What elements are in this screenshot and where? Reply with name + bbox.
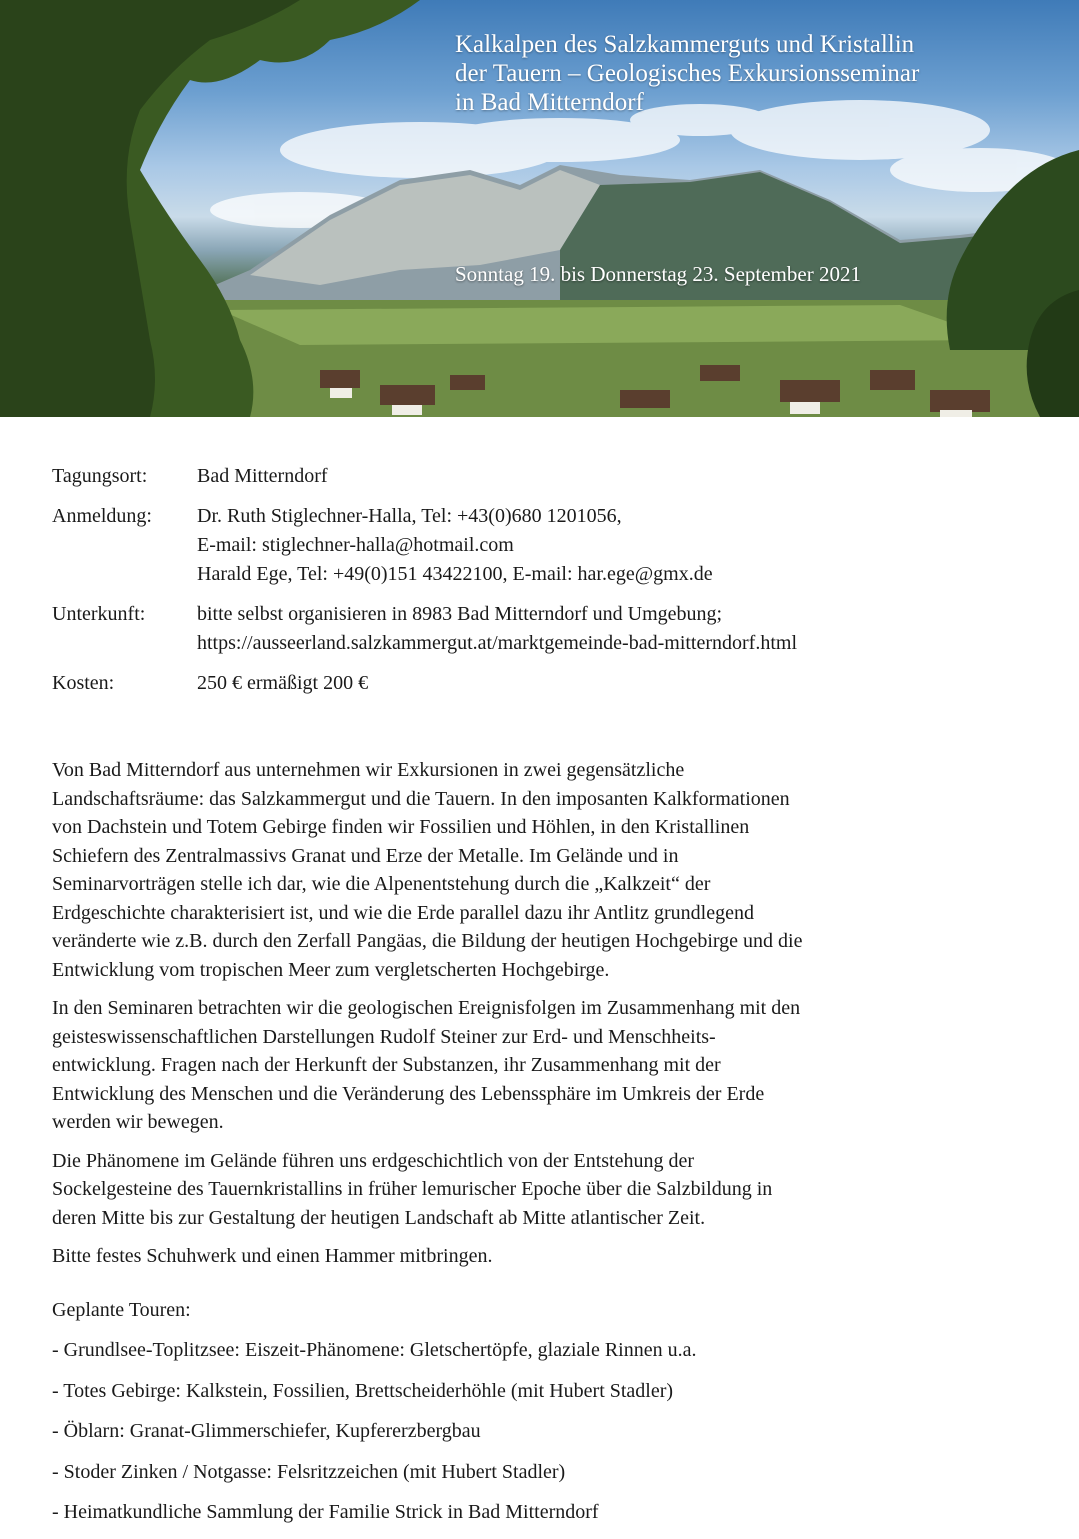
title-line: der Tauern – Geologisches Exkursionsseminar bbox=[455, 60, 920, 87]
text-line: Seminarvorträgen stelle ich dar, wie die Alpenentstehung durch die „Kalkzeit“ der bbox=[52, 873, 711, 895]
paragraph bbox=[52, 994, 1012, 1137]
info-label: Kosten: bbox=[52, 672, 115, 694]
page-title bbox=[455, 30, 1065, 117]
text-line: geisteswissenschaftlichen Darstellungen Rudolf Steiner zur Erd- und Menschheits- bbox=[52, 1025, 716, 1048]
tour-list-heading: Geplante Touren: bbox=[52, 1299, 191, 1321]
text-line: Die Phänomene im Gelände führen uns erdgeschichtlich von der Entstehung der bbox=[52, 1149, 695, 1172]
header-photo bbox=[0, 0, 1079, 417]
title-line: in Bad Mitterndorf bbox=[455, 89, 644, 116]
tour-item: - Heimatkundliche Sammlung der Familie Strick in Bad Mitterndorf bbox=[52, 1501, 599, 1523]
text-line: von Dachstein und Totem Gebirge finden wir Fossilien und Höhlen, in den Kristallinen bbox=[52, 816, 750, 838]
text-line: werden wir bewegen. bbox=[52, 1111, 224, 1133]
email-link[interactable]: E-mail: stiglechner-halla@hotmail.com bbox=[197, 534, 514, 556]
website-link[interactable]: https://ausseerland.salzkammergut.at/marktgemeinde-bad-mitterndorf.html bbox=[197, 632, 798, 654]
info-value: Dr. Ruth Stiglechner-Halla, Tel: +43(0)680 1201056, bbox=[197, 505, 622, 527]
text-line: Erdgeschichte charakterisiert ist, und wie die Erde parallel dazu ihr Antlitz grundlegend bbox=[52, 901, 754, 924]
description bbox=[52, 756, 1012, 1281]
info-value: bitte selbst organisieren in 8983 Bad Mitterndorf und Umgebung; bbox=[197, 603, 723, 625]
text-line: entwicklung. Fragen nach der Herkunft der Substanzen, ihr Zusammenhang mit der bbox=[52, 1054, 721, 1076]
text-line: deren Mitte bis zur Gestaltung der heutigen Landschaft ab Mitte atlantischer Zeit. bbox=[52, 1206, 706, 1229]
text-line: Von Bad Mitterndorf aus unternehmen wir Exkursionen in zwei gegensätzliche bbox=[52, 759, 685, 781]
tour-item: - Totes Gebirge: Kalkstein, Fossilien, Brettscheiderhöhle (mit Hubert Stadler) bbox=[52, 1379, 674, 1402]
text-line: Entwicklung vom tropischen Meer zum vergletscherten Hochgebirge. bbox=[52, 958, 610, 981]
paragraph bbox=[52, 756, 1012, 984]
text-line: Landschaftsräume: das Salzkammergut und die Tauern. In den imposanten Kalkformationen bbox=[52, 787, 790, 810]
tour-item: - Grundlsee-Toplitzsee: Eiszeit-Phänomene: Gletschertöpfe, glaziale Rinnen u.a. bbox=[52, 1339, 697, 1361]
info-label: Anmeldung: bbox=[52, 505, 152, 527]
tour-list bbox=[52, 1296, 1012, 1539]
text-line: Bitte festes Schuhwerk und einen Hammer mitbringen. bbox=[52, 1245, 493, 1267]
info-accommodation bbox=[52, 600, 1012, 658]
tour-item: - Stoder Zinken / Notgasse: Felsritzzeichen (mit Hubert Stadler) bbox=[52, 1460, 566, 1483]
text-line: Sockelgesteine des Tauernkristallins in früher lemurischer Epoche über die Salzbildung in bbox=[52, 1178, 773, 1200]
event-info bbox=[52, 462, 1012, 709]
text-line: Schiefern des Zentralmassivs Granat und Erze der Metalle. Im Gelände und in bbox=[52, 844, 679, 867]
info-label: Unterkunft: bbox=[52, 603, 146, 625]
paragraph bbox=[52, 1242, 1012, 1271]
text-line: veränderte wie z.B. durch den Zerfall Pangäas, die Bildung der heutigen Hochgebirge und die bbox=[52, 930, 803, 952]
info-registration bbox=[52, 502, 1012, 589]
event-date: Sonntag 19. bis Donnerstag 23. September 2021 bbox=[455, 262, 861, 286]
info-label: Tagungsort: bbox=[52, 465, 148, 487]
info-value: 250 € ermäßigt 200 € bbox=[197, 672, 369, 694]
info-venue bbox=[52, 462, 1012, 491]
info-costs bbox=[52, 669, 1012, 698]
info-value[interactable]: Harald Ege, Tel: +49(0)151 43422100, E-mail: har.ege@gmx.de bbox=[197, 563, 713, 585]
paragraph bbox=[52, 1147, 1012, 1233]
tour-item: - Öblarn: Granat-Glimmerschiefer, Kupfererzbergbau bbox=[52, 1420, 481, 1442]
text-line: In den Seminaren betrachten wir die geologischen Ereignisfolgen im Zusammenhang mit den bbox=[52, 997, 801, 1019]
title-line: Kalkalpen des Salzkammerguts und Kristallin bbox=[455, 31, 915, 58]
text-line: Entwicklung des Menschen und die Veränderung des Lebenssphäre im Umkreis der Erde bbox=[52, 1082, 765, 1105]
info-value: Bad Mitterndorf bbox=[197, 465, 328, 487]
